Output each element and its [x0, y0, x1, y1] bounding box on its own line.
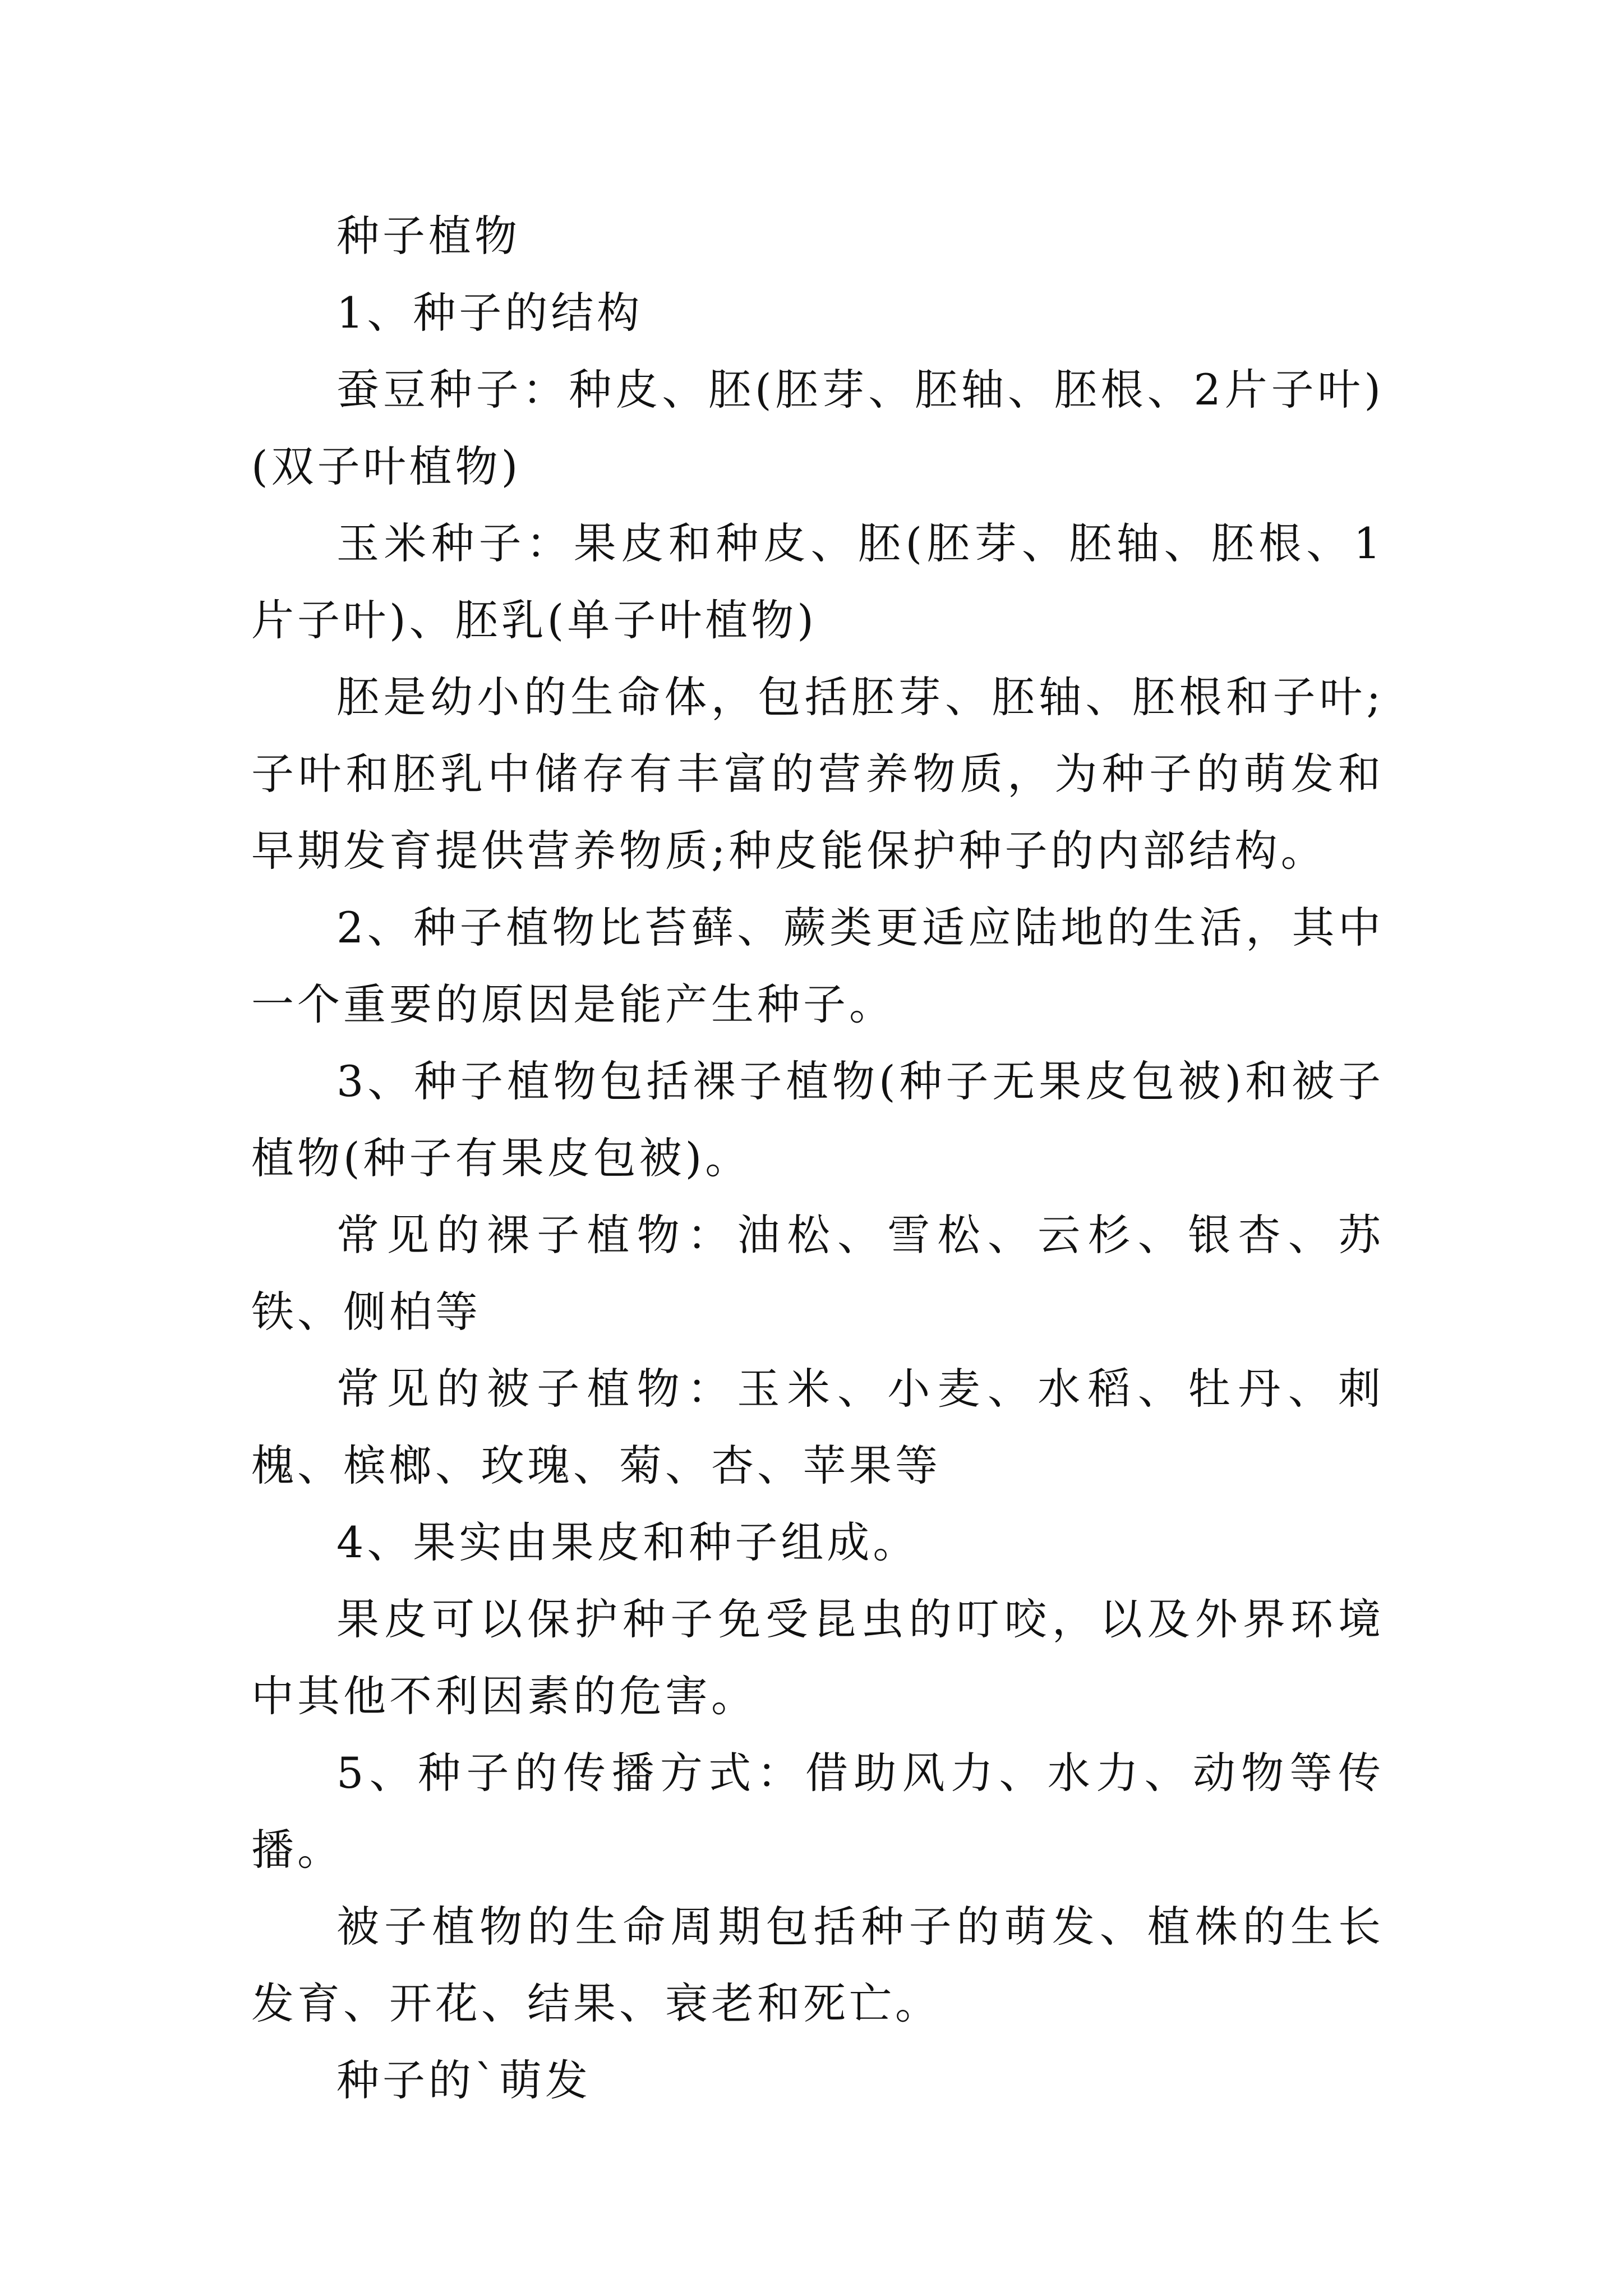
paragraph-embryo-description: 胚是幼小的生命体，包括胚芽、胚轴、胚根和子叶;子叶和胚乳中储存有丰富的营养物质，为种子的萌发和早期发育提供营养物质;种皮能保护种子的内部结构。	[251, 672, 1384, 876]
paragraph-seed-germination: 种子的`萌发	[336, 2055, 591, 2105]
paragraph-fruit-composition: 4、果实由果皮和种子组成。	[336, 1517, 919, 1567]
paragraph-land-adaptation: 2、种子植物比苔藓、蕨类更适应陆地的生活，其中一个重要的原因是能产生种子。	[251, 903, 1384, 1029]
paragraph-life-cycle: 被子植物的生命周期包括种子的萌发、植株的生长发育、开花、结果、衰老和死亡。	[251, 1902, 1384, 2028]
paragraph-broad-bean-seed: 蚕豆种子：种皮、胚(胚芽、胚轴、胚根、2片子叶)(双子叶植物)	[251, 365, 1384, 491]
paragraph-corn-seed: 玉米种子：果皮和种皮、胚(胚芽、胚轴、胚根、1片子叶)、胚乳(单子叶植物)	[251, 518, 1384, 645]
paragraph-gymnosperm-angiosperm: 3、种子植物包括裸子植物(种子无果皮包被)和被子植物(种子有果皮包被)。	[251, 1056, 1384, 1183]
section-title: 种子植物	[336, 211, 520, 261]
paragraph-seed-dispersal: 5、种子的传播方式：借助风力、水力、动物等传播。	[251, 1748, 1384, 1875]
paragraph-pericarp-function: 果皮可以保护种子免受昆虫的叮咬，以及外界环境中其他不利因素的危害。	[251, 1594, 1384, 1721]
paragraph-common-gymnosperms: 常见的裸子植物：油松、雪松、云杉、银杏、苏铁、侧柏等	[251, 1210, 1384, 1337]
paragraph-seed-structure-heading: 1、种子的结构	[336, 288, 643, 338]
document-body	[251, 197, 1384, 2119]
paragraph-common-angiosperms: 常见的被子植物：玉米、小麦、水稻、牡丹、刺槐、槟榔、玫瑰、菊、杏、苹果等	[251, 1364, 1384, 1490]
